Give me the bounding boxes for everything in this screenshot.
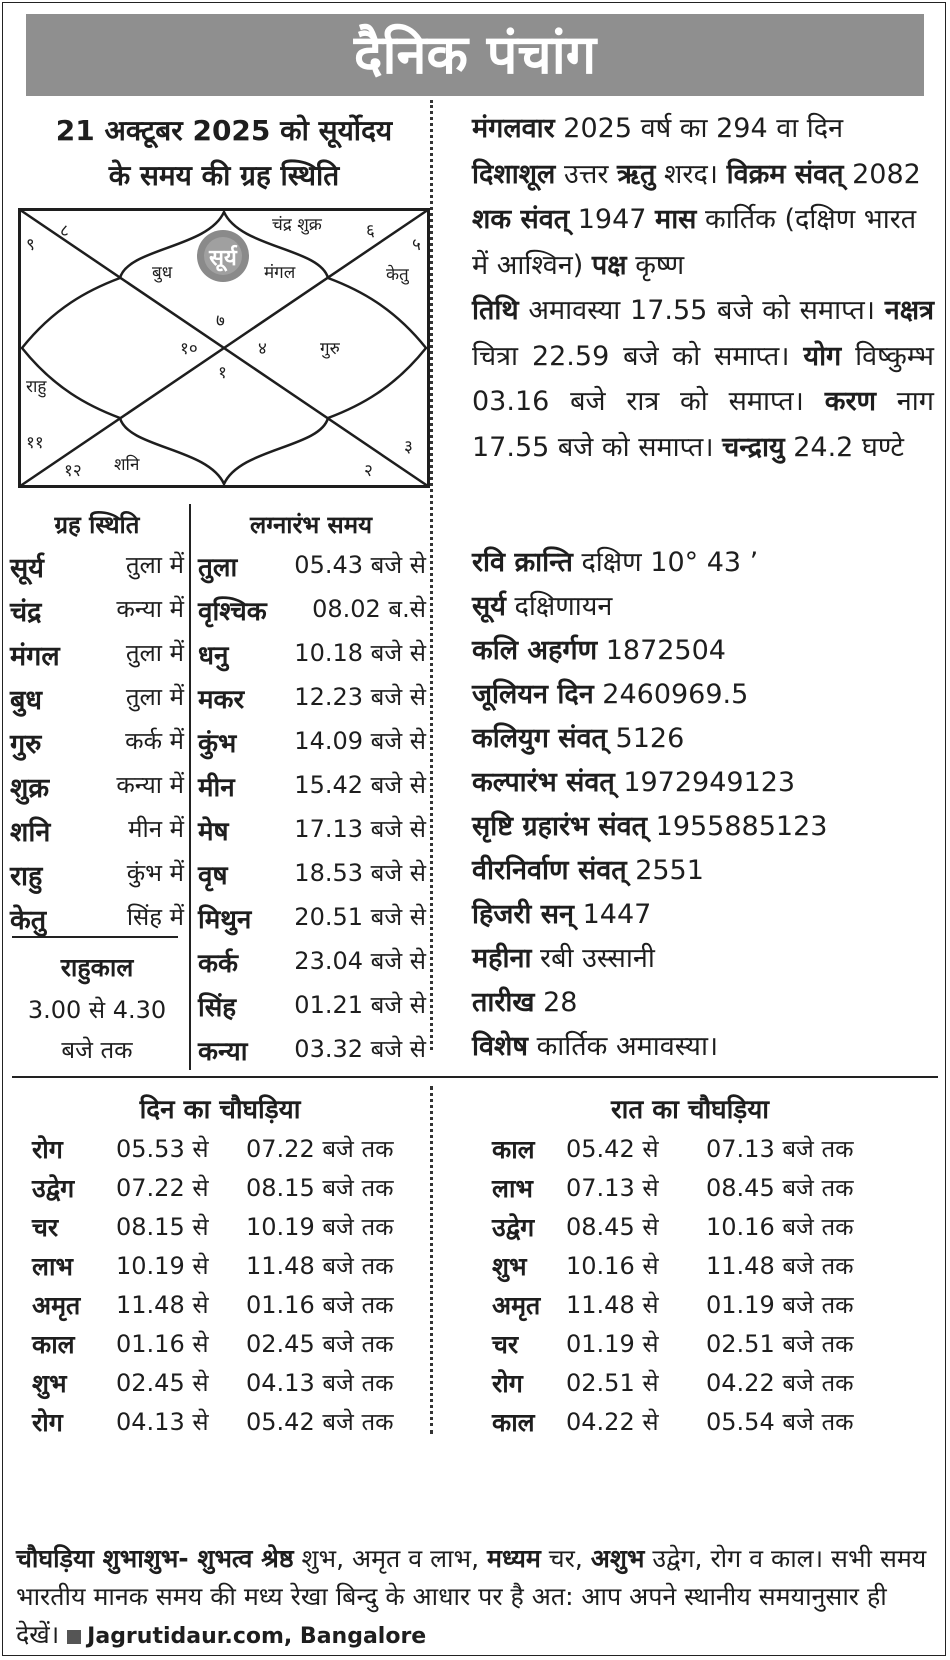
choghadiya-from: 07.22 से [116,1174,209,1202]
lagna-rashi: सिंह [198,993,237,1023]
choghadiya-name: शुभ [492,1252,527,1281]
planet-ketu: केतु [386,265,409,285]
vikram-samvat-value: 2082 [843,158,921,190]
graha-rashi: कन्या में [116,771,184,799]
chart-heading-line2: के समय की ग्रह स्थिति [108,159,340,192]
panchang-row-value: रबी उस्सानी [531,943,655,974]
house-8: ८ [60,221,69,241]
panchang-row-label: वीरनिर्वाण संवत् [472,855,627,886]
panchang-row-value: 1872504 [597,635,726,666]
panchang-row-value: दक्षिण 10° 43 ’ [572,547,759,578]
chart-heading [18,108,430,198]
chart-heading-line1: 21 अक्टूबर 2025 को सूर्योदय [55,114,393,147]
choghadiya-name: रोग [32,1135,63,1164]
panchang-row [472,762,795,799]
choghadiya-to: 08.15 बजे तक [246,1174,394,1202]
year-day: 2025 वर्ष का 294 वा दिन [554,113,844,144]
karan-value: नाग 17.55 बजे को समाप्त। [472,386,934,463]
choghadiya-from: 04.22 से [566,1408,659,1436]
planet-rahu: राहु [26,377,47,397]
footer-note-text: उद्वेग, रोग व काल। सभी समय भारतीय मानक समय की मध्य रेखा बिन्दु के आधार पर है अत: आप अपने स्थानीय समयानुसार ही देखें। [16,1544,927,1649]
page-title: दैनिक पंचांग [26,14,924,96]
panchang-row-value: 1972949123 [614,767,796,798]
choghadiya-to: 05.54 बजे तक [706,1408,854,1436]
rahukaal-time [12,990,182,1070]
graha-rashi: तुला में [125,639,184,667]
choghadiya-name: शुभ [32,1369,67,1398]
kundali-arc-right [328,278,426,418]
panchang-row [472,982,577,1019]
panchang-row-label: कल्पारंभ संवत् [472,767,615,798]
rahukaal-line1: 3.00 से 4.30 [27,996,167,1024]
lagna-rashi: मिथुन [198,905,252,935]
lagna-time: 08.02 ब.से [312,595,426,623]
graha-rashi: तुला में [125,551,184,579]
graha-rashi: मीन में [128,815,184,843]
graha-rashi: तुला में [125,683,184,711]
footer-brand-text: Jagrutidaur.com, Bangalore [87,1624,427,1649]
kundali-arc-bottom [120,418,328,484]
graha-name: मंगल [10,641,60,672]
panchang-row [472,542,758,579]
graha-name: राहु [10,861,43,892]
rahukaal-title: राहुकाल [60,953,134,982]
panchang-row [472,718,684,755]
choghadiya-name: अमृत [32,1291,81,1320]
choghadiya-to: 04.13 बजे तक [246,1369,394,1397]
panchang-row-label: विशेष [472,1031,528,1062]
choghadiya-from: 08.15 से [116,1213,209,1241]
lagna-rashi: कुंभ [198,729,237,759]
panchang-row-value: 1447 [574,899,652,930]
choghadiya-from: 02.51 से [566,1369,659,1397]
lagna-time: 05.43 बजे से [294,551,426,579]
footer-note [16,1540,934,1656]
shak-samvat-value: 1947 [569,204,656,235]
planet-guru: गुरु [320,339,340,359]
lagna-time: 12.23 बजे से [294,683,426,711]
graha-name: बुध [10,685,43,716]
choghadiya-name: लाभ [32,1252,74,1281]
panchang-row-value: कार्तिक अमावस्या। [527,1031,719,1062]
lagna-time: 03.32 बजे से [294,1035,426,1063]
panchang-row-value: 28 [534,987,578,1018]
choghadiya-to: 07.13 बजे तक [706,1135,854,1163]
choghadiya-name: काल [492,1135,535,1164]
house-7: ७ [216,311,225,331]
choghadiya-to: 05.42 बजे तक [246,1408,394,1436]
choghadiya-from: 05.42 से [566,1135,659,1163]
choghadiya-from: 11.48 से [116,1291,209,1319]
choghadiya-name: काल [492,1408,535,1437]
footer-madhyam-label: मध्यम [487,1544,541,1573]
graha-name: केतु [10,905,47,936]
planet-mangal: मंगल [264,263,296,283]
panchang-row-value: 5126 [606,723,685,754]
house-2: २ [364,461,373,481]
panchang-row [472,894,651,931]
graha-name: चंद्र [10,597,42,628]
graha-rashi: सिंह में [126,903,184,931]
lagna-time: 10.18 बजे से [294,639,426,667]
lagna-time: 01.21 बजे से [294,991,426,1019]
panchang-row-label: सूर्य [472,591,506,622]
column-divider-bottom [430,1086,433,1434]
house-3: ३ [404,437,413,457]
panchang-row-value: 1955885123 [647,811,828,842]
choghadiya-to: 01.19 बजे तक [706,1291,854,1319]
panchang-row-label: तारीख [472,987,535,1018]
panchang-row-value: 2460969.5 [593,679,749,710]
lagna-rashi: धनु [198,641,229,671]
panchang-para-2 [472,288,934,470]
choghadiya-name: लाभ [492,1174,534,1203]
karan-label: करण [824,386,877,417]
house-10: १० [180,339,198,359]
graha-name: शुक्र [10,773,50,804]
panchang-row [472,674,748,711]
choghadiya-to: 11.48 बजे तक [706,1252,854,1280]
panchang-row [472,1026,718,1063]
kundali-center-label: सूर्य [209,246,237,271]
ritu-label: ऋतु [617,158,656,190]
din-choghadiya-title: दिन का चौघड़िया [139,1095,301,1125]
footer-shubh-label: चौघड़िया शुभाशुभ- शुभत्व श्रेष्ठ [16,1544,294,1573]
choghadiya-name: उद्वेग [32,1174,75,1203]
chandrayu-value: 24.2 घण्टे [784,431,905,463]
lagna-rashi: वृश्चिक [198,597,267,627]
choghadiya-to: 08.45 बजे तक [706,1174,854,1202]
choghadiya-to: 04.22 बजे तक [706,1369,854,1397]
choghadiya-from: 11.48 से [566,1291,659,1319]
footer-brand [67,1624,426,1649]
maas-value: कार्तिक (दक्षिण भारत में आश्विन) [472,204,917,281]
graha-name: शनि [10,817,51,848]
paksha-label: पक्ष [591,249,627,281]
planet-budh: बुध [152,263,173,283]
panchang-row [472,630,726,667]
lagna-time: 23.04 बजे से [294,947,426,975]
panchang-row [472,938,655,975]
choghadiya-from: 07.13 से [566,1174,659,1202]
maas-label: मास [655,204,697,235]
choghadiya-name: रोग [32,1408,63,1437]
choghadiya-to: 01.16 बजे तक [246,1291,394,1319]
lagna-time: 14.09 बजे से [294,727,426,755]
panchang-row-value: दक्षिणायन [505,591,613,622]
lagna-time: 20.51 बजे से [294,903,426,931]
lagna-rashi: तुला [198,553,238,583]
lagna-rashi: मेष [198,817,229,847]
lagna-rashi: वृष [198,861,228,891]
nakshatra-value: चित्रा 22.59 बजे को समाप्त। [472,340,804,372]
choghadiya-from: 04.13 से [116,1408,209,1436]
yog-label: योग [803,340,842,372]
graha-name: सूर्य [10,553,44,584]
tithi-label: तिथि [472,295,519,326]
footer-ashubh-label: अशुभ [590,1544,645,1573]
panchang-para-1 [472,106,934,288]
panchang-row-label: कलियुग संवत् [472,723,607,754]
choghadiya-from: 10.16 से [566,1252,659,1280]
panchang-row-label: सृष्टि ग्रहारंभ संवत् [472,811,648,842]
graha-lagna-divider [189,504,191,1070]
lagna-rashi: मीन [198,773,235,803]
choghadiya-from: 08.45 से [566,1213,659,1241]
house-12: १२ [64,461,82,481]
kundali-chart [18,208,430,488]
chandrayu-label: चन्द्रायु [722,431,785,463]
choghadiya-from: 02.45 से [116,1369,209,1397]
house-9: ९ [26,235,35,255]
graha-rashi: कर्क में [125,727,184,755]
choghadiya-name: उद्वेग [492,1213,535,1242]
choghadiya-to: 02.51 बजे तक [706,1330,854,1358]
panchang-row-label: हिजरी सन् [472,899,575,930]
planet-shani: शनि [114,455,140,475]
nakshatra-label: नक्षत्र [884,295,934,326]
choghadiya-name: अमृत [492,1291,541,1320]
graha-name: गुरु [10,729,42,760]
dishashool-label: दिशाशूल [472,158,556,190]
choghadiya-to: 02.45 बजे तक [246,1330,394,1358]
house-1: १ [218,363,227,383]
column-divider-top [430,100,433,1050]
choghadiya-from: 01.19 से [566,1330,659,1358]
square-icon [67,1630,81,1644]
lagna-rashi: कर्क [198,949,238,979]
lagna-rashi: कन्या [198,1037,248,1067]
kundali-arc-left [22,278,120,418]
tithi-value: अमावस्या 17.55 बजे को समाप्त। [518,295,885,326]
panchang-details [472,106,934,470]
dishashool-value: उत्तर [555,158,618,190]
choghadiya-to: 11.48 बजे तक [246,1252,394,1280]
yog-value: विष्कुम्भ 03.16 बजे रात्र को समाप्त। [472,340,934,417]
ritu-value: शरद। [655,158,727,190]
weekday: मंगलवार [472,113,555,144]
panchang-row [472,806,827,843]
panchang-row-label: कलि अहर्गण [472,635,598,666]
graha-rashi: कन्या में [116,595,184,623]
lagna-time: 18.53 बजे से [294,859,426,887]
choghadiya-to: 10.19 बजे तक [246,1213,394,1241]
footer-shubh-value: शुभ, अमृत व लाभ, [293,1544,487,1573]
panchang-row-label: जूलियन दिन [472,679,594,710]
graha-rashi: कुंभ में [126,859,184,887]
lagna-rashi: मकर [198,685,245,715]
shak-samvat-label: शक संवत् [472,204,570,235]
section-divider [12,1076,938,1078]
lagna-time: 17.13 बजे से [294,815,426,843]
choghadiya-from: 01.16 से [116,1330,209,1358]
choghadiya-from: 05.53 से [116,1135,209,1163]
panchang-row [472,586,612,623]
house-4: ४ [258,339,267,359]
rahukaal-line2: बजे तक [61,1036,133,1064]
footer-madhyam-value: चर, [540,1544,591,1573]
vikram-samvat-label: विक्रम संवत् [726,158,844,190]
lagna-header: लग्नारंभ समय [249,511,373,539]
house-6: ६ [366,221,375,241]
choghadiya-name: चर [32,1213,59,1242]
panchang-row-label: रवि क्रान्ति [472,547,573,578]
choghadiya-to: 10.16 बजे तक [706,1213,854,1241]
panchang-row-value: 2551 [626,855,704,886]
paksha-value: कृष्ण [626,249,685,281]
choghadiya-name: काल [32,1330,75,1359]
graha-header: ग्रह स्थिति [54,511,140,539]
choghadiya-to: 07.22 बजे तक [246,1135,394,1163]
choghadiya-name: चर [492,1330,519,1359]
panchang-row-label: महीना [472,943,532,974]
choghadiya-name: रोग [492,1369,523,1398]
choghadiya-from: 10.19 से [116,1252,209,1280]
lagna-time: 15.42 बजे से [294,771,426,799]
house-11: ११ [26,433,44,453]
planet-chandra-shukra: चंद्र शुक्र [272,215,322,235]
house-5: ५ [412,235,421,255]
panchang-row [472,850,704,887]
raat-choghadiya-title: रात का चौघड़िया [610,1095,770,1125]
